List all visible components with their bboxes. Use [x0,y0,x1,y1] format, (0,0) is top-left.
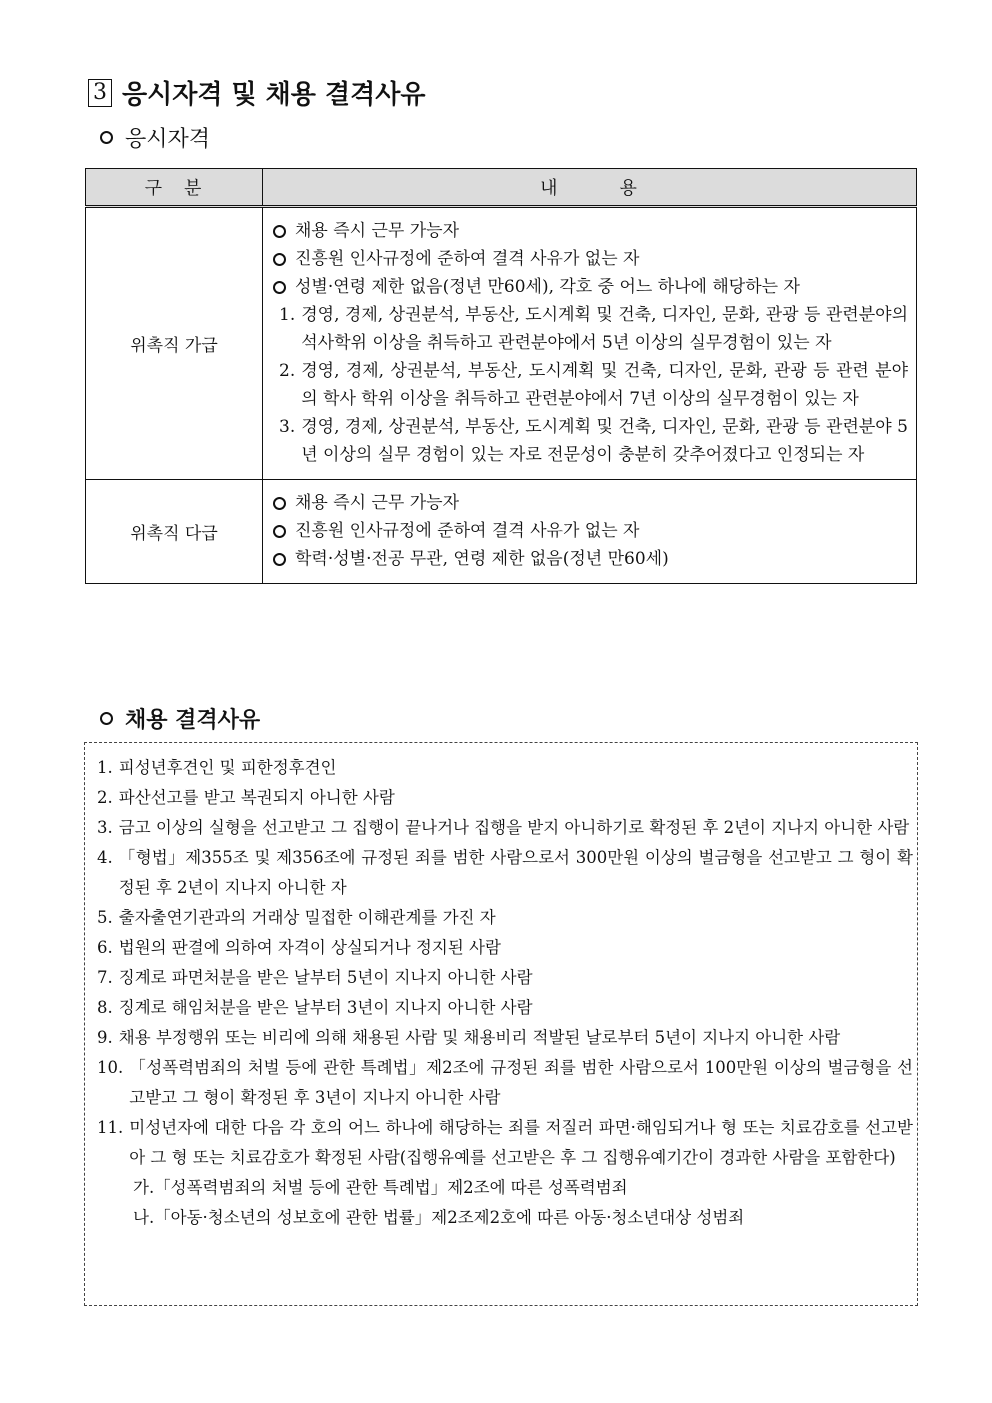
item-text: 「성폭력범죄의 처벌 등에 관한 특례법」제2조에 규정된 죄를 범한 사람으로서 100만원 이상의 벌금형을 선고받고 그 형이 확정된 후 3년이 지나지 아니한 사람 [129,1058,913,1107]
circle-bullet-icon [273,281,286,294]
item-number: 10. [97,1058,124,1077]
list-item [273,517,908,545]
list-item [273,273,908,301]
section-number: 3 [88,79,112,107]
row-content [263,207,917,480]
bullet-text: 성별·연령 제한 없음(정년 만60세), 각호 중 어느 하나에 해당하는 자 [295,277,800,297]
item-text: 경영, 경제, 상권분석, 부동산, 도시계획 및 건축, 디자인, 문화, 관광 등 관련분야 5년 이상의 실무 경험이 있는 자로 전문성이 충분히 갖추어졌다고 인정되는 자 [301,417,908,465]
item-number: 8. [97,998,113,1017]
disqualification-heading [100,703,260,734]
list-item [97,963,913,993]
item-number: 11. [97,1118,124,1137]
list-item [97,993,913,1023]
list-item [97,903,913,933]
list-item [97,783,913,813]
item-number: 3. [279,417,296,437]
disqualification-heading-text: 채용 결격사유 [125,708,261,733]
list-item [273,217,908,245]
item-text: 경영, 경제, 상권분석, 부동산, 도시계획 및 건축, 디자인, 문화, 관광 등 관련분야의 석사학위 이상을 취득하고 관련분야에서 5년 이상의 실무경험이 있는 자 [301,305,908,353]
header-content: 내 용 [263,169,917,207]
item-text: 징계로 파면처분을 받은 날부터 5년이 지나지 아니한 사람 [118,968,533,987]
row-category: 위촉직 가급 [86,207,263,480]
circle-bullet-icon [273,525,286,538]
item-number: 3. [97,818,113,837]
item-number: 2. [279,361,296,381]
bullet-text: 진흥원 인사규정에 준하여 결격 사유가 없는 자 [295,521,640,541]
bullet-text: 학력·성별·전공 무관, 연령 제한 없음(정년 만60세) [295,549,669,569]
item-text: 법원의 판결에 의하여 자격이 상실되거나 정지된 사람 [118,938,501,957]
circle-bullet-icon [100,131,113,144]
list-item [97,753,913,783]
item-number: 5. [97,908,113,927]
item-text: 피성년후견인 및 피한정후견인 [118,758,337,777]
item-number: 1. [97,758,113,777]
qualification-table [85,168,917,584]
bullet-text: 채용 즉시 근무 가능자 [295,221,460,241]
numbered-item [273,301,908,357]
list-item [273,245,908,273]
item-number: 7. [97,968,113,987]
item-number: 1. [279,305,296,325]
list-item [273,489,908,517]
section-title-text: 응시자격 및 채용 결격사유 [122,80,426,110]
sub-item: 나.「아동·청소년의 성보호에 관한 법률」제2조제2호에 따른 아동·청소년대상 성범죄 [133,1208,745,1227]
sub-item: 가.「성폭력범죄의 처벌 등에 관한 특례법」제2조에 따른 성폭력범죄 [133,1178,628,1197]
item-number: 6. [97,938,113,957]
list-item [97,843,913,903]
row-category: 위촉직 다급 [86,480,263,584]
circle-bullet-icon [273,497,286,510]
item-text: 출자출연기관과의 거래상 밀접한 이해관계를 가진 자 [118,908,496,927]
qualification-heading [100,122,210,153]
list-item [97,813,913,843]
qualification-heading-text: 응시자격 [125,127,211,152]
circle-bullet-icon [100,712,113,725]
numbered-item [273,413,908,469]
item-text: 채용 부정행위 또는 비리에 의해 채용된 사람 및 채용비리 적발된 날로부터 5년이 지나지 아니한 사람 [118,1028,841,1047]
list-item [273,545,908,573]
section-title [88,74,425,111]
table-row [86,207,917,480]
item-number: 2. [97,788,113,807]
circle-bullet-icon [273,553,286,566]
item-number: 4. [97,848,113,867]
item-text: 미성년자에 대한 다음 각 호의 어느 하나에 해당하는 죄를 저질러 파면·해임되거나 형 또는 치료감호를 선고받아 그 형 또는 치료감호가 확정된 사람(집행유예를 선고받은 후 그 집행유예기간이 경과한 사람을 포함한다) [129,1118,913,1167]
item-text: 금고 이상의 실형을 선고받고 그 집행이 끝나거나 집행을 받지 아니하기로 확정된 후 2년이 지나지 아니한 사람 [118,818,910,837]
bullet-text: 진흥원 인사규정에 준하여 결격 사유가 없는 자 [295,249,640,269]
list-item [97,1113,913,1173]
item-number: 9. [97,1028,113,1047]
list-item [97,933,913,963]
table-row [86,480,917,584]
bullet-text: 채용 즉시 근무 가능자 [295,493,460,513]
circle-bullet-icon [273,225,286,238]
header-category: 구 분 [86,169,263,207]
table-header-row [86,169,917,207]
item-text: 「형법」제355조 및 제356조에 규정된 죄를 범한 사람으로서 300만원 이상의 벌금형을 선고받고 그 형이 확정된 후 2년이 지나지 아니한 자 [118,848,913,897]
list-item [97,1053,913,1113]
numbered-item [273,357,908,413]
disqualification-box [84,742,918,1306]
item-text: 징계로 해임처분을 받은 날부터 3년이 지나지 아니한 사람 [118,998,533,1017]
item-text: 파산선고를 받고 복권되지 아니한 사람 [118,788,395,807]
circle-bullet-icon [273,253,286,266]
list-item [97,1023,913,1053]
item-text: 경영, 경제, 상권분석, 부동산, 도시계획 및 건축, 디자인, 문화, 관광 등 관련 분야의 학사 학위 이상을 취득하고 관련분야에서 7년 이상의 실무경험이 있는 자 [301,361,908,409]
row-content [263,480,917,584]
